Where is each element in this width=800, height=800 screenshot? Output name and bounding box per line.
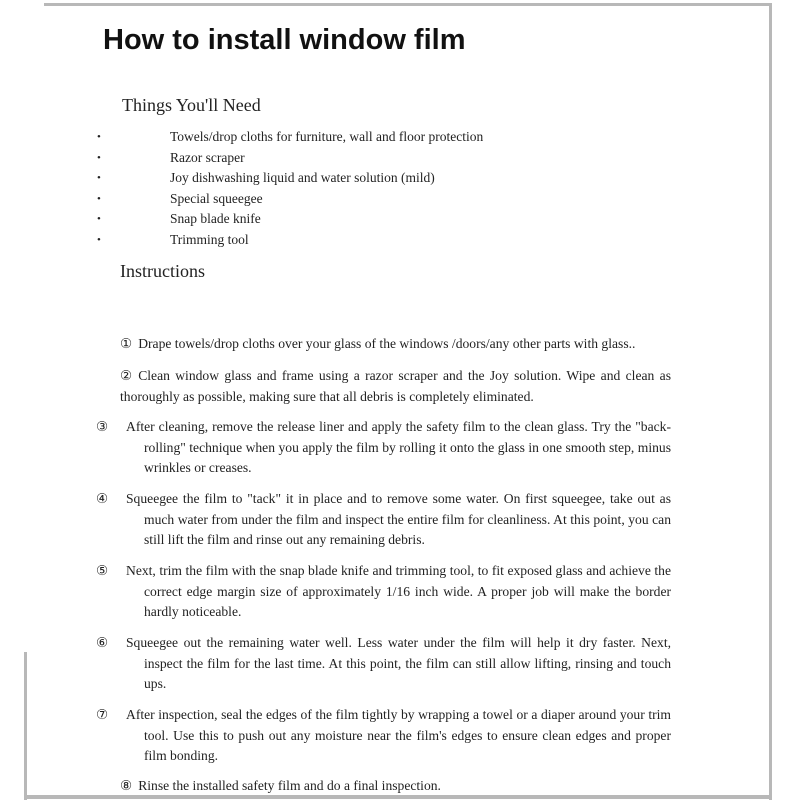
step-text: Clean window glass and frame using a razor scraper and the Joy solution. Wipe and clean as thoroughly as possible, making sure that all debris is completely eliminated. <box>120 368 671 404</box>
instructions-heading: Instructions <box>120 261 205 281</box>
step-text: Squeegee the film to "tack" it in place and to remove some water. On first squeegee, take out as much water from under the film and inspect the entire film for cleanliness. At this point, you can still lift the film and rinse out any remaining debris. <box>126 491 671 547</box>
bullet-icon: • <box>97 172 101 185</box>
bullet-icon: • <box>97 233 101 246</box>
step-number: ⑧ <box>120 778 133 793</box>
instruction-step-7: ⑦ After inspection, seal the edges of the film tightly by wrapping a towel or a diaper around your trim tool. Use this to push out any moisture near the film's edges to ensure clean edges and proper film bonding. <box>96 707 671 763</box>
list-item-text: Snap blade knife <box>170 211 261 227</box>
step-number: ① <box>120 336 133 351</box>
list-item-text: Towels/drop cloths for furniture, wall and floor protection <box>170 129 484 144</box>
list-item <box>0 148 760 169</box>
list-item-text: Joy dishwashing liquid and water solution (mild) <box>170 170 435 186</box>
instruction-step-3: ③ After cleaning, remove the release liner and apply the safety film to the clean glass. Try the "back-rolling" technique when you apply the film by rolling it onto the glass in one smooth step, minus wrinkles or creases. <box>96 419 671 475</box>
instruction-step-2 <box>120 366 671 407</box>
things-heading: Things You'll Need <box>122 95 261 115</box>
instruction-step-6: ⑥ Squeegee out the remaining water well. Less water under the film will help it dry faster. Next, inspect the film for the last time. At this point, the film can still allow lifting, rinsing and touch ups. <box>96 635 671 691</box>
instruction-step-1 <box>120 334 671 355</box>
list-item <box>0 189 760 210</box>
step-text: Squeegee out the remaining water well. Less water under the film will help it dry faster. Next, inspect the film for the last time. At this point, the film can still allow lifting, rinsing and touch ups. <box>126 635 671 691</box>
step-text: After cleaning, remove the release liner and apply the safety film to the clean glass. Try the "back-rolling" technique when you apply the film by rolling it onto the glass in one smooth step, minus wrinkles or creases. <box>126 419 671 475</box>
bullet-icon: • <box>97 213 101 226</box>
list-item <box>0 209 760 230</box>
instruction-step-4: ④ Squeegee the film to "tack" it in place and to remove some water. On first squeegee, take out as much water from under the film and inspect the entire film for cleanliness. At this point, you can still lift the film and rinse out any remaining debris. <box>96 491 671 547</box>
bullet-icon: • <box>97 131 101 143</box>
bullet-icon: • <box>97 192 101 205</box>
page-border-left <box>24 652 27 800</box>
step-text: Rinse the installed safety film and do a final inspection. <box>138 778 441 793</box>
bullet-icon: • <box>97 151 101 164</box>
page-border-top <box>44 3 772 6</box>
step-text: Next, trim the film with the snap blade knife and trimming tool, to fit exposed glass and achieve the correct edge margin size of approximately 1/16 inch wide. A proper job will make the border hardly noticeable. <box>126 563 671 619</box>
page-border-right <box>769 3 772 800</box>
step-number: ② <box>120 368 133 383</box>
page-title: How to install window film <box>103 24 466 56</box>
list-item <box>0 127 760 148</box>
list-item-text: Special squeegee <box>170 190 263 206</box>
step-text: Drape towels/drop cloths over your glass of the windows /doors/any other parts with glass.. <box>138 336 636 351</box>
list-item-text: Razor scraper <box>170 149 245 165</box>
things-list <box>0 127 760 251</box>
instruction-step-5: ⑤ Next, trim the film with the snap blade knife and trimming tool, to fit exposed glass and achieve the correct edge margin size of approximately 1/16 inch wide. A proper job will make the border hardly noticeable. <box>96 563 671 619</box>
list-item-text: Trimming tool <box>170 231 249 247</box>
step-text: After inspection, seal the edges of the film tightly by wrapping a towel or a diaper around your trim tool. Use this to push out any moisture near the film's edges to ensure clean edges and proper film bonding. <box>126 707 671 763</box>
list-item <box>0 168 760 189</box>
list-item <box>0 230 760 251</box>
instruction-step-8 <box>120 776 671 797</box>
